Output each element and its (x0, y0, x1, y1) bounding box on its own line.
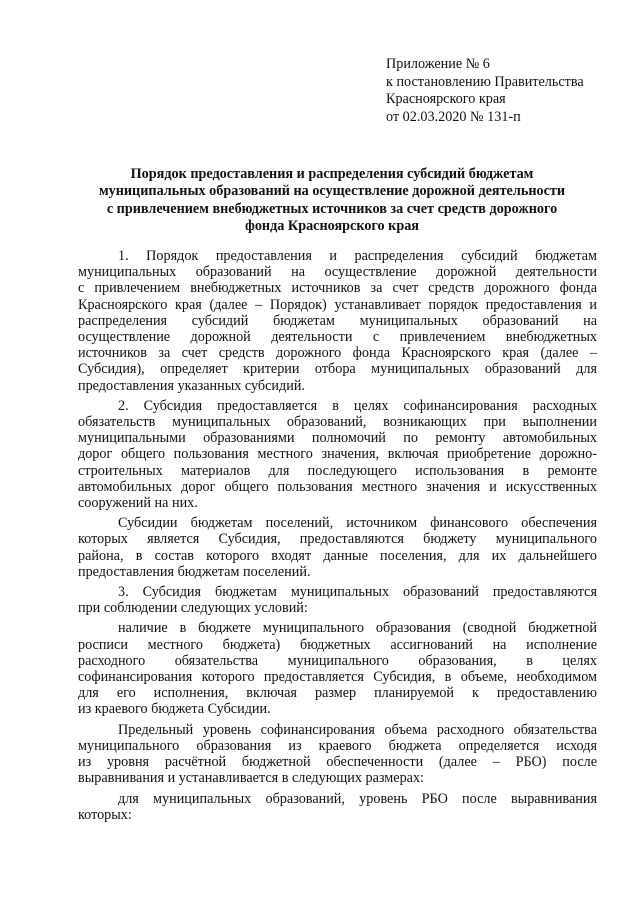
appendix-line: Красноярского края (386, 91, 506, 107)
text-line: из краевого бюджета Субсидии. (78, 701, 271, 718)
text-line: которых является Субсидия, предоставляются бюджету муниципального (78, 531, 597, 548)
text-line: при соблюдении следующих условий: (78, 600, 308, 617)
text-line: автомобильных дорог общего пользования местного значения и искусственных (78, 478, 597, 495)
text-line: сооружений на них. (78, 495, 198, 512)
text-line: дорог общего пользования местного значения, включая приобретение дорожно- (78, 446, 597, 463)
appendix-line: от 02.03.2020 № 131-п (386, 108, 521, 125)
text-line: распределения субсидий бюджетам муниципальных образований на (78, 312, 597, 329)
text-line: для его исполнения, включая размер планируемой к предоставлению (78, 685, 597, 702)
paragraph-6 (78, 722, 597, 787)
title-line: фонда Красноярского края (245, 217, 419, 234)
text-line: для муниципальных образований, уровень РБО после выравнивания (118, 790, 597, 807)
text-line: района, в состав которого входят данные поселения, для их дальнейшего (78, 547, 597, 564)
text-line: из уровня расчётной бюджетной обеспеченности (далее – РБО) после (78, 754, 597, 771)
text-line: строительных материалов для последующего использования в ремонте (78, 462, 597, 479)
text-line: Субсидия), определяет критерии отбора муниципальных образований для (78, 361, 597, 378)
text-line: Предельный уровень софинансирования объема расходного обязательства (118, 721, 597, 738)
text-line: муниципальных образований на осуществление дорожной деятельности (78, 264, 597, 281)
text-line: Красноярского края (далее – Порядок) устанавливает порядок предоставления и (78, 296, 597, 313)
text-line: наличие в бюджете муниципального образования (сводной бюджетной (118, 620, 597, 637)
text-line: муниципальными образованиями полномочий по ремонту автомобильных (78, 430, 597, 447)
paragraph-5 (78, 620, 597, 717)
text-line: предоставления бюджетам поселений. (78, 563, 311, 580)
text-line: предоставления указанных субсидий. (78, 377, 305, 394)
document-title (92, 166, 572, 235)
appendix-line: Приложение № 6 (386, 56, 490, 72)
paragraph-3 (78, 515, 597, 580)
text-line: расходного обязательства муниципального образования, в целях (78, 652, 597, 669)
text-line: выравнивания и устанавливается в следующих размерах: (78, 770, 424, 787)
title-line: с привлечением внебюджетных источников за счет средств дорожного (106, 200, 558, 217)
text-line: 2. Субсидия предоставляется в целях софинансирования расходных (118, 397, 597, 414)
text-line: обязательств муниципальных образований, возникающих при выполнении (78, 414, 597, 431)
text-line: Субсидии бюджетам поселений, источником финансового обеспечения (118, 515, 597, 532)
appendix-header (386, 56, 584, 126)
paragraph-2 (78, 398, 597, 511)
text-line: источников за счет средств дорожного фонда Красноярского края (далее – (78, 345, 597, 362)
text-line: с привлечением внебюджетных источников за счет средств дорожного фонда (78, 280, 597, 297)
text-line: софинансирования которого предоставляется Субсидия, в объеме, необходимом (78, 669, 597, 686)
text-line: осуществление дорожной деятельности с привлечением внебюджетных (78, 329, 597, 346)
document-body (78, 248, 597, 827)
text-line: 1. Порядок предоставления и распределения субсидий бюджетам (118, 248, 597, 264)
title-line: муниципальных образований на осуществление дорожной деятельности (98, 183, 566, 200)
paragraph-4 (78, 584, 597, 616)
title-line: Порядок предоставления и распределения субсидий бюджетам (130, 166, 534, 182)
text-line: которых: (78, 806, 132, 823)
paragraph-7 (78, 791, 597, 823)
text-line: 3. Субсидия бюджетам муниципальных образований предоставляются (118, 584, 597, 601)
paragraph-1 (78, 248, 597, 394)
text-line: росписи местного бюджета) бюджетных ассигнований на исполнение (78, 636, 597, 653)
text-line: муниципального образования из краевого бюджета определяется исходя (78, 737, 597, 754)
appendix-line: к постановлению Правительства (386, 73, 584, 90)
